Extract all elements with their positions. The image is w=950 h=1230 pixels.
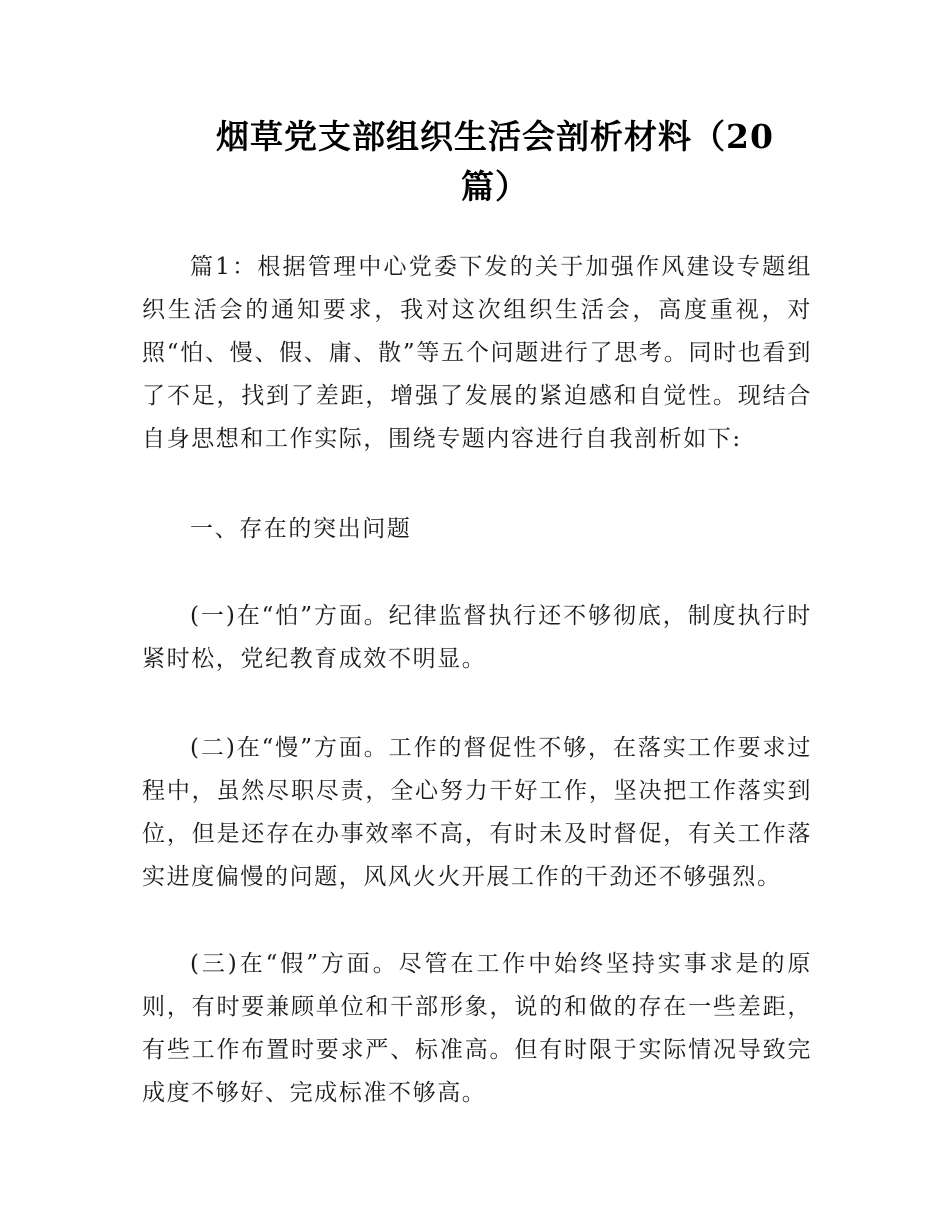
- problem-item-fear: (一)在“怕”方面。纪律监督执行还不够彻底，制度执行时紧时松，党纪教育成效不明显。: [142, 603, 812, 672]
- problem-item-false: (三)在“假”方面。尽管在工作中始终坚持实事求是的原则，有时要兼顾单位和干部形象，说的和做的存在一些差距，有些工作布置时要求严、标准高。但有时限于实际情况导致完成度不够好、完成标准不够高。: [142, 951, 812, 1106]
- section-heading: 一、存在的突出问题: [190, 516, 412, 542]
- problem-item-slow: (二)在“慢”方面。工作的督促性不够，在落实工作要求过程中，虽然尽职尽责，全心努力干好工作，坚决把工作落实到位，但是还存在办事效率不高，有时未及时督促，有关工作落实进度偏慢的问题，风风火火开展工作的干劲还不够强烈。: [142, 735, 812, 890]
- document-title: 烟草党支部组织生活会剖析材料（20篇）: [216, 117, 774, 206]
- intro-paragraph: 篇1：根据管理中心党委下发的关于加强作风建设专题组织生活会的通知要求，我对这次组织生活会，高度重视，对照“怕、慢、假、庸、散”等五个问题进行了思考。同时也看到了不足，找到了差距，增强了发展的紧迫感和自觉性。现结合自身思想和工作实际，围绕专题内容进行自我剖析如下:: [142, 254, 812, 452]
